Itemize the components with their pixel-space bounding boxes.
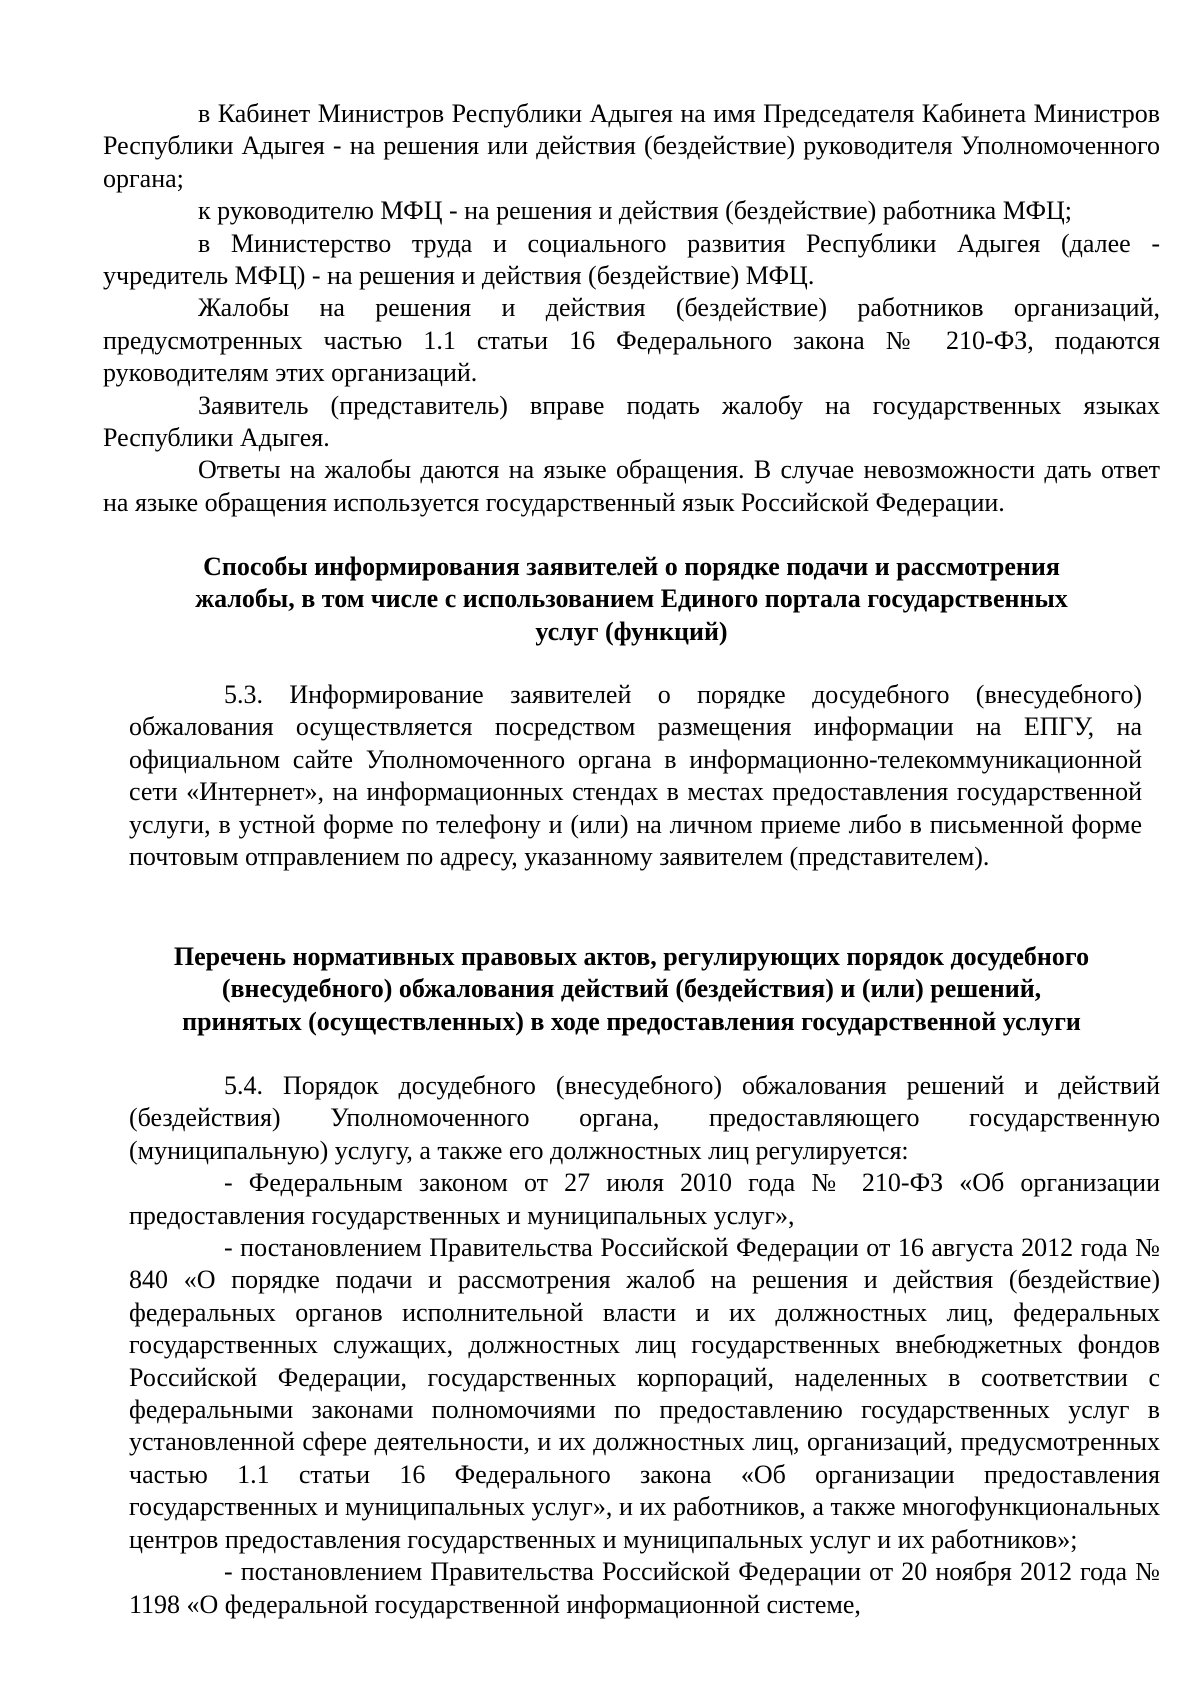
paragraph: - постановлением Правительства Российской Федерации от 16 августа 2012 года № 840 «О порядке подачи и рассмотрения жалоб на решения и действия (бездействие) федеральных органов исполнительной власти и их должностных лиц, федеральных государственных служащих, должностных лиц государственных внебюджетных фондов Российской Федерации, государственных корпораций, наделенных в соответствии с федеральными законами полномочиями по предоставлению государственных услуг в установленной сфере деятельности, и их должностных лиц, организаций, предусмотренных частью 1.1 статьи 16 Федерального закона «Об организации предоставления государственных и муниципальных услуг», и их работников, а также многофункциональных центров предоставления государственных и муниципальных услуг и их работников»; [129,1233,1160,1554]
paragraph: в Министерство труда и социального развития Республики Адыгея (далее - учредитель МФЦ) - на решения и действия (бездействие) МФЦ. [103,228,1160,291]
paragraph: Жалобы на решения и действия (бездействие) работников организаций, предусмотренных частью 1.1 статьи 16 Федерального закона № 210-ФЗ, подаются руководителям этих организаций. [103,293,1160,388]
section-complaint-recipients [103,98,1160,519]
paragraph: 5.3. Информирование заявителей о порядке досудебного (внесудебного) обжалования осуществляется посредством размещения информации на ЕПГУ, на официальном сайте Уполномоченного органа в информационно-телекоммуникационной сети «Интернет», на информационных стендах в местах предоставления государственной услуги, в устной форме по телефону и (или) на личном приеме либо в письменной форме почтовым отправлением по адресу, указанному заявителем (представителем). [129,680,1142,872]
paragraph: в Кабинет Министров Республики Адыгея на имя Председателя Кабинета Министров Республики Адыгея - на решения или действия (бездействие) руководителя Уполномоченного органа; [103,99,1160,193]
paragraph: 5.4. Порядок досудебного (внесудебного) обжалования решений и действий (бездействия) Уполномоченного органа, предоставляющего государственную (муниципальную) услугу, а также его должностных лиц регулируется: [129,1071,1160,1165]
section-5-4 [129,1070,1160,1621]
section-heading-legal-acts [103,941,1160,1038]
paragraph: к руководителю МФЦ - на решения и действия (бездействие) работника МФЦ; [198,196,1073,226]
heading-line: услуг (функций) [535,616,728,646]
paragraph: - постановлением Правительства Российской Федерации от 20 ноября 2012 года № 1198 «О федеральной государственной информационной системе, [129,1557,1160,1619]
paragraph: - Федеральным законом от 27 июля 2010 года № 210-ФЗ «Об организации предоставления государственных и муниципальных услуг», [129,1168,1160,1230]
section-heading-informing [103,551,1160,648]
section-5-3 [129,679,1142,873]
paragraph: Заявитель (представитель) вправе подать жалобу на государственных языках Республики Адыгея. [103,390,1160,453]
paragraph: Ответы на жалобы даются на языке обращения. В случае невозможности дать ответ на языке обращения используется государственный язык Российской Федерации. [103,455,1160,517]
heading-line: принятых (осуществленных) в ходе предоставления государственной услуги [182,1006,1081,1036]
heading-line: Перечень нормативных правовых актов, регулирующих порядок досудебного [173,942,1090,971]
heading-line: Способы информирования заявителей о порядке подачи и рассмотрения [203,552,1060,581]
heading-line: жалобы, в том числе с использованием Единого портала государственных [195,584,1068,614]
heading-line: (внесудебного) обжалования действий (бездействия) и (или) решений, [221,974,1042,1004]
